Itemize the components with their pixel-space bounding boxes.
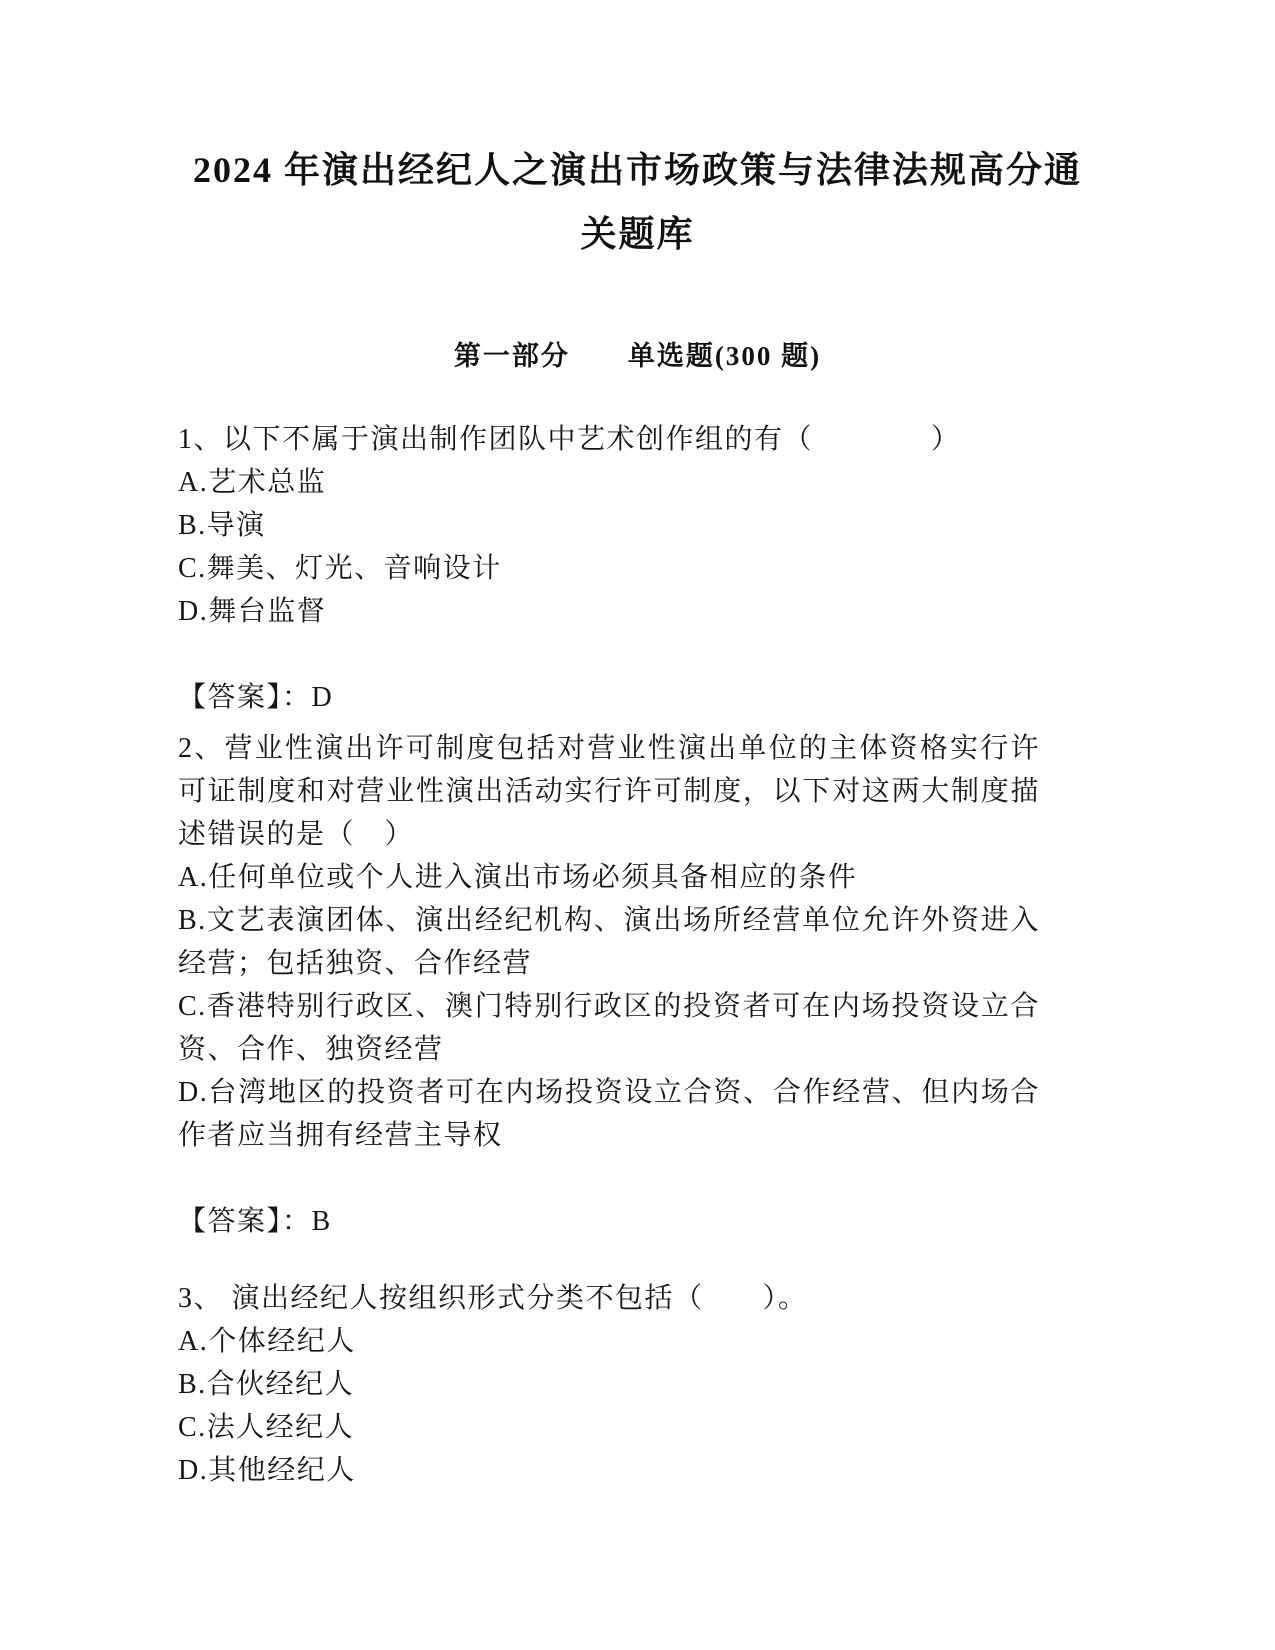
question-1-option-b: B.导演: [178, 510, 266, 541]
document-body: [178, 418, 1040, 1492]
question-1-option-a: A.艺术总监: [178, 467, 327, 498]
question-1-stem: 1、以下不属于演出制作团队中艺术创作组的有（ ）: [178, 424, 961, 455]
question-2-option-d: D.台湾地区的投资者可在内场投资设立合资、合作经营、但内场合作者应当拥有经营主导权: [178, 1077, 1040, 1151]
question-block-1: [178, 418, 1040, 719]
question-3-option-d: D.其他经纪人: [178, 1455, 356, 1486]
question-2-option-c: C.香港特别行政区、澳门特别行政区的投资者可在内场投资设立合资、合作、独资经营: [178, 991, 1040, 1065]
question-block-3: [178, 1277, 1040, 1492]
question-1-option-c: C.舞美、灯光、音响设计: [178, 553, 502, 584]
question-1-answer: 【答案】：D: [178, 682, 334, 713]
question-2-answer: 【答案】：B: [178, 1206, 332, 1237]
question-3-option-c: C.法人经纪人: [178, 1412, 355, 1443]
question-3-option-a: A.个体经纪人: [178, 1326, 356, 1357]
question-2-option-a: A.任何单位或个人进入演出市场必须具备相应的条件: [178, 862, 858, 893]
question-1-option-d: D.舞台监督: [178, 596, 327, 627]
question-3-option-b: B.合伙经纪人: [178, 1369, 355, 1400]
title-line-1: 2024 年演出经纪人之演出市场政策与法律法规高分通: [192, 150, 1082, 190]
question-3-stem: 3、 演出经纪人按组织形式分类不包括（ ）。: [178, 1283, 808, 1314]
document-title: [0, 0, 1275, 266]
section-header: 第一部分 单选题(300 题): [453, 341, 822, 371]
question-block-2: [178, 727, 1040, 1243]
title-line-2: 关题库: [580, 214, 695, 254]
question-2-option-b: B.文艺表演团体、演出经纪机构、演出场所经营单位允许外资进入经营；包括独资、合作经营: [178, 905, 1040, 979]
question-2-stem: 2、营业性演出许可制度包括对营业性演出单位的主体资格实行许可证制度和对营业性演出活动实行许可制度，以下对这两大制度描述错误的是（ ）: [178, 733, 1040, 850]
